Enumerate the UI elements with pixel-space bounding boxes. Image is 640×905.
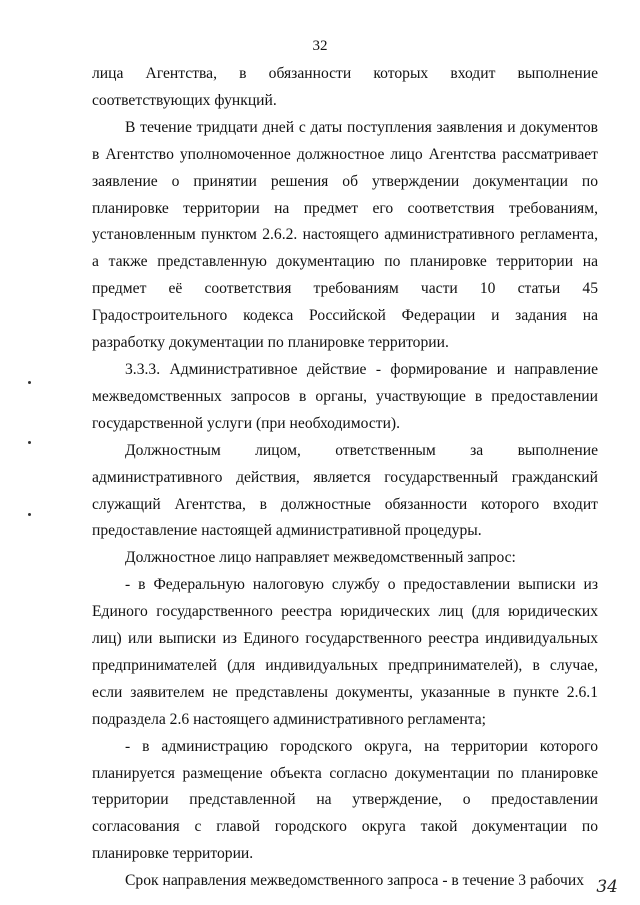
paragraph: 3.3.3. Административное действие - формирование и направление межведомственных запросов в органы, участвующие в предоставлении государственной услуги (при необходимости). xyxy=(92,360,598,432)
list-item: - в Федеральную налоговую службу о предоставлении выписки из Единого государственного реестра юридических лиц (для юридических лиц) или выписки из Единого государственного реестра индивидуальных предпринимателей (для индивидуальных предпринимателей), в случае, если заявителем не представлены документы, указанные в пункте 2.6.1 подраздела 2.6 настоящего административного регламента; xyxy=(92,576,598,728)
paragraph: лица Агентства, в обязанности которых входит выполнение соответствующих функций. xyxy=(92,65,598,109)
margin-mark xyxy=(28,441,31,444)
page-number: 32 xyxy=(312,38,328,54)
margin-mark xyxy=(28,513,31,516)
paragraph: Срок направления межведомственного запроса - в течение 3 рабочих xyxy=(125,872,585,890)
paragraph: В течение тридцати дней с даты поступления заявления и документов в Агентство уполномоченное должностное лицо Агентства рассматривает заявление о принятии решения об утверждении документации по планировке территории на предмет его соответствия требованиям, установленным пунктом 2.6.2. настоящего административного регламента, а также представленную документацию по планировке территории на предмет её соответствия требованиям части 10 статьи 45 Градостроительного кодекса Российской Федерации и задания на разработку документации по планировке территории. xyxy=(92,118,598,352)
paragraph: Должностным лицом, ответственным за выполнение административного действия, является государственный гражданский служащий Агентства, в должностные обязанности которого входит предоставление настоящей административной процедуры. xyxy=(92,441,598,540)
document-body xyxy=(92,61,598,895)
margin-mark xyxy=(28,381,31,384)
paragraph: Должностное лицо направляет межведомственный запрос: xyxy=(125,549,516,567)
list-item: - в администрацию городского округа, на территории которого планируется размещение объекта согласно документации по планировке территории представленной на утверждение, о предоставлении согласования с главой городского округа такой документации по планировке территории. xyxy=(92,737,598,863)
handwritten-page-number: 34 xyxy=(596,877,618,897)
